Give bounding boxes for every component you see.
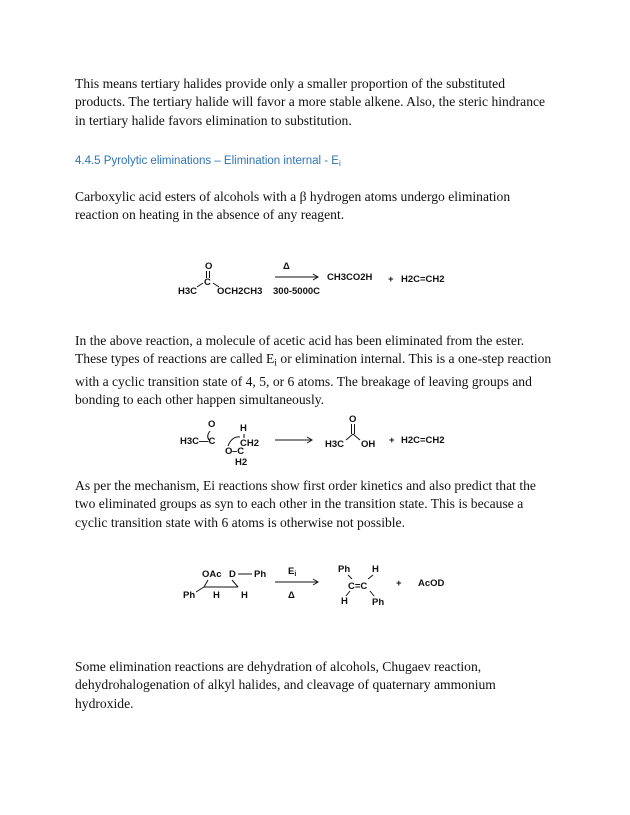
product-ch3-bond (346, 434, 353, 440)
product-ph-bottom-bond (370, 591, 374, 596)
ts-beta-hydrogen: H (240, 423, 247, 434)
product-ph-bottom: Ph (372, 597, 385, 608)
methyl-bond (197, 283, 203, 287)
ester-carbon-label: C (204, 277, 211, 288)
reaction-scheme-cyclic-transition-state (180, 410, 460, 470)
product-ph-top: Ph (338, 564, 351, 575)
substrate-oac-bond (204, 580, 208, 587)
product-carbonyl-oxygen: O (349, 414, 357, 425)
paragraph-ei-definition-part1: In the above reaction, a molecule of acetic acid has been eliminated from the ester. These types of reactions are called E (75, 333, 525, 367)
product-ph-bond (348, 575, 352, 579)
heat-symbol: Δ (283, 261, 290, 272)
ts-ch2-label: CH2 (240, 438, 260, 449)
product-h-bond (368, 575, 373, 579)
substrate-oac: OAc (202, 569, 222, 580)
paragraph-ei-definition (75, 332, 555, 410)
ester-alkoxy-label: OCH2CH3 (217, 286, 263, 297)
product-acetic-acid: CH3CO2H (327, 272, 373, 283)
product-h-bottom: H (341, 596, 348, 607)
reaction-temperature: 300-5000C (273, 286, 321, 297)
paragraph-ei-mechanism: As per the mechanism, Ei reactions show first order kinetics and also predict that the two eliminated groups as syn to each other in the transition state. This is because a cyclic transition state with 6 atoms is otherwise not possible. (75, 478, 536, 530)
carbonyl-oxygen-label: O (205, 261, 213, 272)
substrate-h-left: H (213, 590, 220, 601)
plus-sign-3: + (396, 578, 402, 589)
byproduct-acod: AcOD (418, 578, 445, 589)
ts-h2-label: H2 (235, 457, 248, 468)
section-heading-text: 4.4.5 Pyrolytic eliminations – Elimination internal - E (75, 155, 339, 167)
substrate-ph-left: Ph (183, 590, 196, 601)
product-h-top: H (372, 564, 379, 575)
product-alkene: C=C (348, 581, 368, 592)
reaction-scheme-syn-graphic (180, 562, 470, 610)
ts-cyclic-arrow (228, 437, 240, 446)
paragraph-elimination-examples: Some elimination reactions are dehydration of alcohols, Chugaev reaction, dehydrohalogenation of alkyl halides, and cleavage of quaternary ammonium hydroxide. (75, 659, 496, 711)
plus-sign-2: + (389, 435, 395, 446)
syn-heat-symbol: Δ (288, 590, 295, 601)
substrate-ph-left-bond (196, 587, 204, 592)
section-heading (75, 155, 555, 168)
reagent-ei: $E_i$ (288, 566, 297, 578)
paragraph-carboxylic-esters: Carboxylic acid esters of alcohols with a β hydrogen atoms undergo elimination reaction on heating in the absence of any reagent. (75, 189, 511, 223)
ts-ring-carbon: –C (232, 446, 245, 457)
ts-methyl-carbon: H3C—C (180, 436, 216, 447)
substrate-deuterium: D (229, 569, 236, 580)
reaction-scheme-ester-pyrolysis-graphic (175, 255, 475, 300)
ester-methyl-label: H3C (178, 286, 198, 297)
paragraph-ei-definition-part2: or elimination internal. This is a one-step reaction with a cyclic transition state of 4, 5, or 6 atoms. The breakage of leaving groups and bonding to each other happen simultaneously. (75, 351, 552, 408)
product-methyl: H3C (325, 439, 345, 450)
paragraph-tertiary-halides: This means tertiary halides provide only a smaller proportion of the substituted products. The tertiary halide will favor a more stable alkene. Also, the steric hindrance in tertiary halide favors elimination to substitution. (75, 76, 546, 128)
substrate-ph-top: Ph (254, 569, 267, 580)
product-oh-bond (353, 434, 360, 440)
product-hydroxyl: OH (361, 439, 376, 450)
product-ethylene: H2C=CH2 (401, 274, 445, 285)
plus-sign: + (388, 274, 394, 285)
product-ethylene-2: H2C=CH2 (401, 435, 445, 446)
ts-ring-oxygen: O (225, 446, 233, 457)
ts-carbonyl-oxygen: O (208, 419, 216, 430)
reaction-scheme-ester-pyrolysis (175, 255, 475, 300)
section-heading-subscript: i (338, 159, 341, 169)
paragraph-ei-definition-subscript: i (274, 357, 277, 369)
substrate-h-right: H (241, 590, 248, 601)
reaction-scheme-syn-elimination (180, 562, 470, 610)
reaction-scheme-cyclic-graphic (180, 410, 460, 470)
substrate-d-bond (232, 580, 238, 587)
